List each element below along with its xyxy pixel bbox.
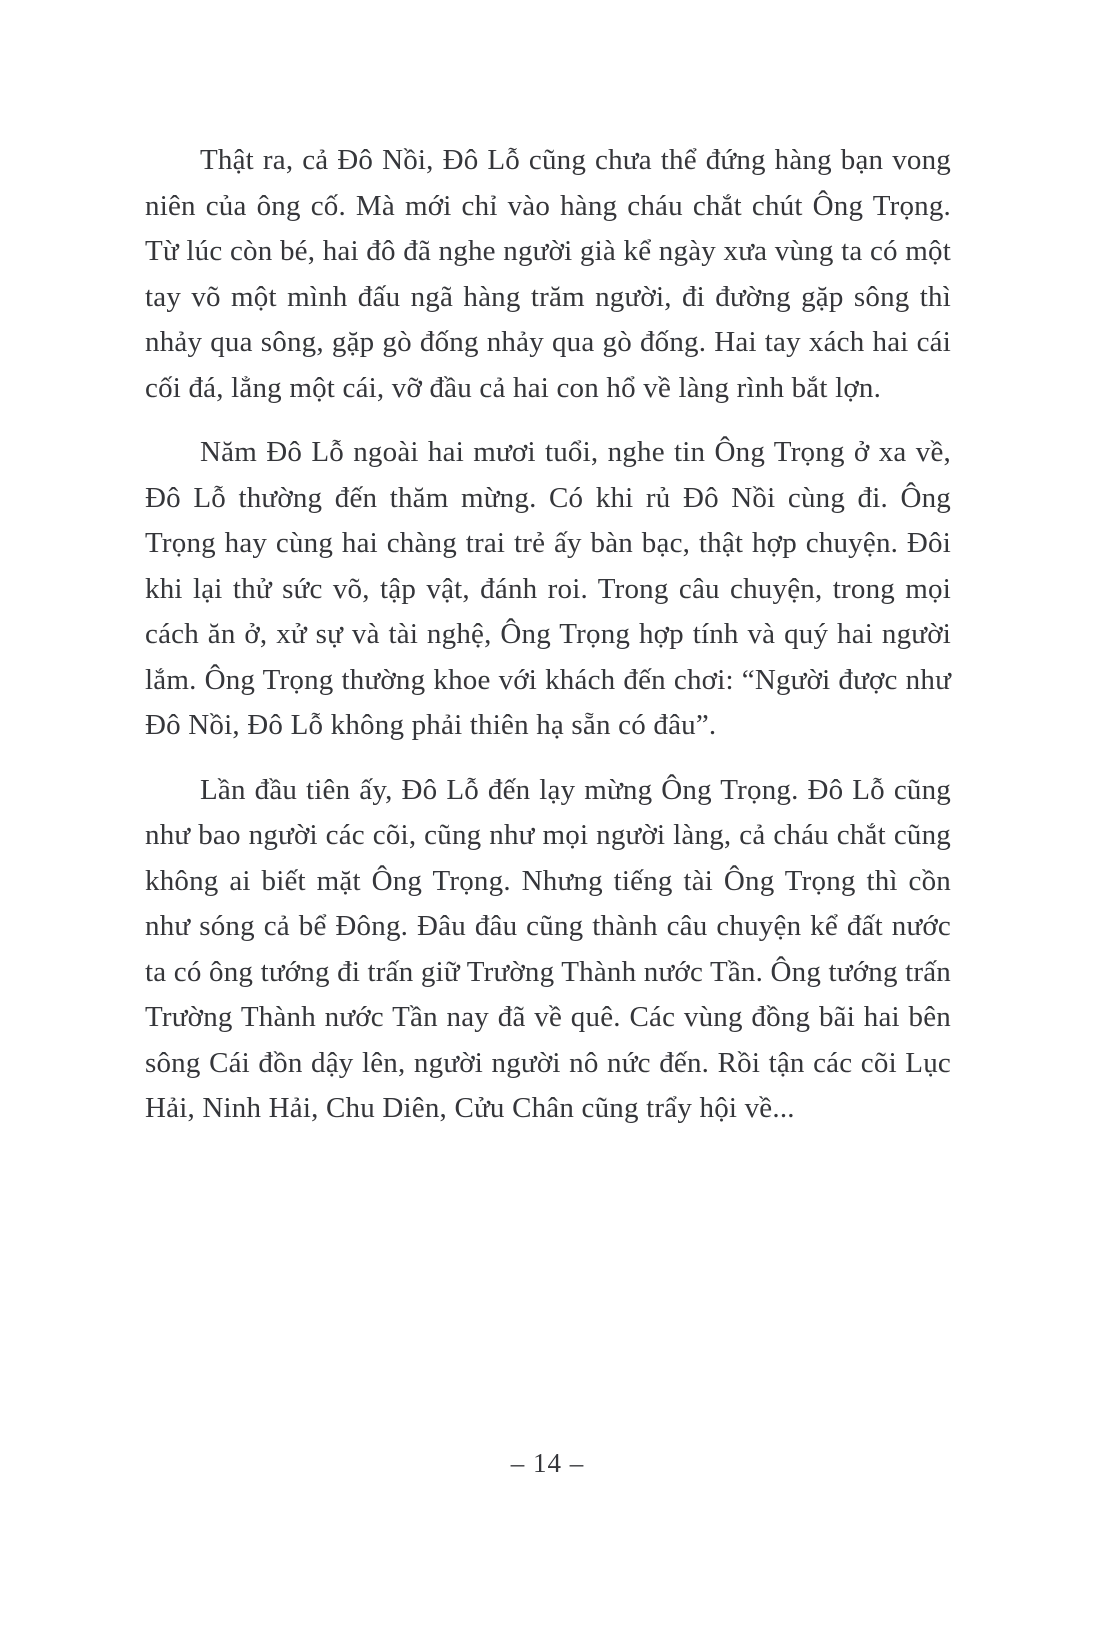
paragraph: Thật ra, cả Đô Nồi, Đô Lỗ cũng chưa thể đứng hàng bạn vong niên của ông cố. Mà mới chỉ vào hàng cháu chắt chút Ông Trọng. Từ lúc còn bé, hai đô đã nghe người già kể ngày xưa vùng ta có một tay võ một mình đấu ngã hàng trăm người, đi đường gặp sông thì nhảy qua sông, gặp gò đống nhảy qua gò đống. Hai tay xách hai cái cối đá, lẳng một cái, vỡ đầu cả hai con hổ về làng rình bắt lợn. xyxy=(145,144,951,404)
paragraph: Năm Đô Lỗ ngoài hai mươi tuổi, nghe tin Ông Trọng ở xa về, Đô Lỗ thường đến thăm mừng. Có khi rủ Đô Nồi cùng đi. Ông Trọng hay cùng hai chàng trai trẻ ấy bàn bạc, thật hợp chuyện. Đôi khi lại thử sức võ, tập vật, đánh roi. Trong câu chuyện, trong mọi cách ăn ở, xử sự và tài nghệ, Ông Trọng hợp tính và quý hai người lắm. Ông Trọng thường khoe với khách đến chơi: “Người được như Đô Nồi, Đô Lỗ không phải thiên hạ sẵn có đâu”. xyxy=(145,436,951,741)
paragraph: Lần đầu tiên ấy, Đô Lỗ đến lạy mừng Ông Trọng. Đô Lỗ cũng như bao người các cõi, cũng như mọi người làng, cả cháu chắt cũng không ai biết mặt Ông Trọng. Nhưng tiếng tài Ông Trọng thì cồn như sóng cả bể Đông. Đâu đâu cũng thành câu chuyện kể đất nước ta có ông tướng đi trấn giữ Trường Thành nước Tần. Ông tướng trấn Trường Thành nước Tần nay đã về quê. Các vùng đồng bãi hai bên sông Cái đồn dậy lên, người người nô nức đến. Rồi tận các cõi Lục Hải, Ninh Hải, Chu Diên, Cửu Chân cũng trẩy hội về... xyxy=(145,773,951,1124)
body-text xyxy=(145,138,951,1151)
page-number: – 14 – xyxy=(510,1448,585,1478)
